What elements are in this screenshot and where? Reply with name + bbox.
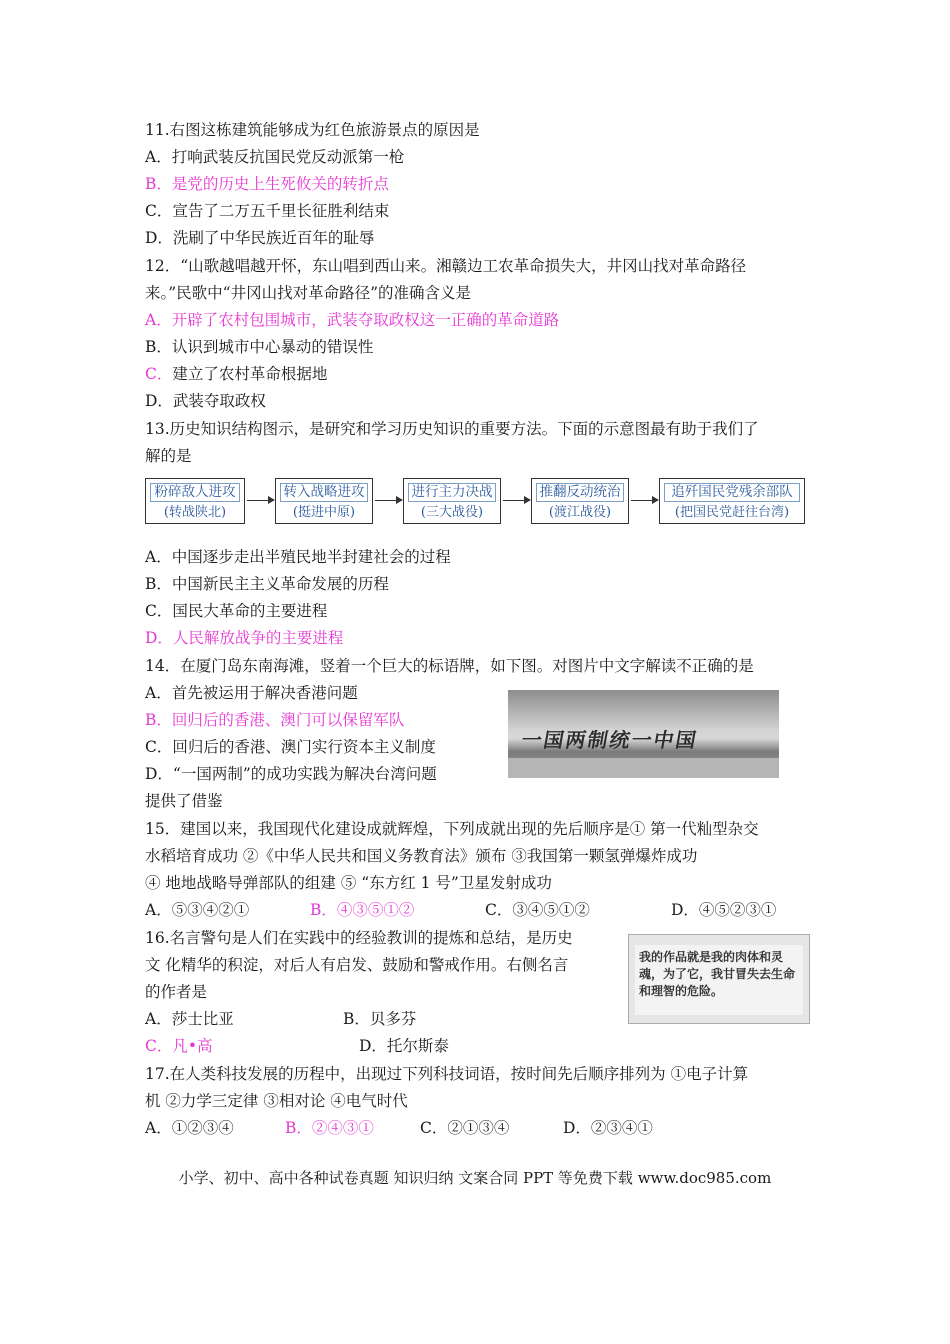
flow-step-1-title: 粉碎敌人进攻	[150, 483, 240, 502]
q16-option-d: D．托尔斯泰	[359, 1037, 449, 1055]
flow-arrow-icon	[375, 500, 401, 501]
q13-stem-line2: 解的是	[145, 447, 192, 465]
flow-step-3-title: 进行主力决战	[408, 483, 496, 502]
q15-option-b-answer: B．④③⑤①②	[310, 901, 415, 919]
q14-option-c: C．回归后的香港、澳门实行资本主义制度	[145, 738, 436, 756]
q14-option-b-answer: B．回归后的香港、澳门可以保留军队	[145, 711, 405, 729]
q11-stem: 11.右图这栋建筑能够成为红色旅游景点的原因是	[145, 121, 480, 139]
q16-stem-line3: 的作者是	[145, 983, 208, 1001]
flow-step-1-sub: (转战陕北)	[163, 505, 227, 520]
q15-stem-line1: 15．建国以来，我国现代化建设成就辉煌，下列成就出现的先后顺序是① 第一代籼型杂交	[145, 820, 759, 838]
q17-stem-line2: 机 ②力学三定律 ③相对论 ④电气时代	[145, 1092, 408, 1110]
q12-stem-line1: 12．“山歌越唱越开怀，东山唱到西山来。湘赣边工农革命损失大，井冈山找对革命路径	[145, 257, 747, 275]
q16-option-c-answer: C．凡•高	[145, 1037, 213, 1055]
flow-step-2	[275, 478, 373, 524]
flow-step-4-title: 推翻反动统治	[536, 483, 624, 502]
q12-option-c	[145, 364, 327, 384]
q12-option-d: D．武装夺取政权	[145, 392, 266, 410]
q16-option-a: A．莎士比亚	[145, 1010, 234, 1028]
q16-options-row2	[145, 1036, 545, 1056]
q12-stem-line2: 来。”民歌中“井冈山找对革命路径”的准确含义是	[145, 284, 472, 302]
q14-option-a: A．首先被运用于解决香港问题	[145, 684, 358, 702]
quote-text: 我的作品就是我的肉体和灵魂，为了它，我甘冒失去生命和理智的危险。	[639, 950, 796, 998]
q12-option-b: B．认识到城市中心暴动的错误性	[145, 338, 374, 356]
flow-arrow-icon	[631, 500, 657, 501]
q16-stem-line1: 16.名言警句是人们在实践中的经验教训的提炼和总结，是历史	[145, 929, 573, 947]
q16-options-row1	[145, 1009, 545, 1029]
q15-stem-line2: 水稻培育成功 ②《中华人民共和国义务教育法》颁布 ③我国第一颗氢弹爆炸成功	[145, 847, 698, 865]
flow-step-3	[403, 478, 501, 524]
flow-step-5-sub: (把国民党赶往台湾)	[674, 505, 790, 520]
q13-option-a: A．中国逐步走出半殖民地半封建社会的过程	[145, 548, 451, 566]
q15-stem-line3: ④ 地地战略导弹部队的组建 ⑤ “东方红 1 号”卫星发射成功	[145, 874, 552, 892]
flow-arrow-icon	[247, 500, 273, 501]
q11-option-c: C．宣告了二万五千里长征胜利结束	[145, 202, 390, 220]
q17-option-a: A．①②③④	[145, 1119, 234, 1137]
q12-option-c-text: 建立了农村革命根据地	[172, 365, 328, 383]
flow-step-4	[531, 478, 629, 524]
q15-option-d: D．④⑤②③①	[671, 901, 777, 919]
q15-option-a: A．⑤③④②①	[145, 901, 250, 919]
q15-options	[145, 900, 805, 920]
quote-image	[628, 934, 810, 1024]
q17-option-c: C．②①③④	[420, 1119, 510, 1137]
q13-option-d-answer: D．人民解放战争的主要进程	[145, 629, 344, 647]
q16-option-b: B．贝多芬	[343, 1010, 417, 1028]
q11-option-a: A．打响武装反抗国民党反动派第一枪	[145, 148, 405, 166]
q14-stem: 14．在厦门岛东南海滩，竖着一个巨大的标语牌，如下图。对图片中文字解读不正确的是	[145, 657, 754, 675]
q13-option-c: C．国民大革命的主要进程	[145, 602, 328, 620]
q13-stem-line1: 13.历史知识结构图示，是研究和学习历史知识的重要方法。下面的示意图最有助于我们了	[145, 420, 759, 438]
flow-step-3-sub: (三大战役)	[420, 505, 484, 520]
page-footer: 小学、初中、高中各种试卷真题 知识归纳 文案合同 PPT 等免费下载 www.doc985.com	[178, 1169, 772, 1187]
q16-stem-line2: 文 化精华的积淀，对后人有启发、鼓励和警戒作用。右侧名言	[145, 956, 569, 974]
q13-option-b: B．中国新民主主义革命发展的历程	[145, 575, 389, 593]
q11-option-b-answer: B．是党的历史上生死攸关的转折点	[145, 175, 389, 193]
q13-flow-diagram	[145, 478, 805, 528]
q17-options	[145, 1118, 705, 1138]
flow-step-1	[145, 478, 245, 524]
q14-option-d-line1: D．“一国两制”的成功实践为解决台湾问题	[145, 765, 437, 783]
photo-slogan-text: 一国两制统一中国	[519, 728, 700, 752]
q17-option-b-answer: B．②④③①	[285, 1119, 374, 1137]
q17-stem-line1: 17.在人类科技发展的历程中，出现过下列科技词语，按时间先后顺序排列为 ①电子计算	[145, 1065, 749, 1083]
flow-step-5	[659, 478, 805, 524]
q12-option-a-answer: A．开辟了农村包围城市，武装夺取政权这一正确的革命道路	[145, 311, 560, 329]
flow-step-4-sub: (渡江战役)	[548, 505, 612, 520]
q14-option-d-line2: 提供了借鉴	[145, 792, 223, 810]
flow-step-2-sub: (挺进中原)	[292, 505, 356, 520]
flow-step-5-title: 追歼国民党残余部队	[664, 483, 800, 502]
q12-option-c-letter: C．	[145, 365, 173, 383]
q11-option-d: D．洗刷了中华民族近百年的耻辱	[145, 229, 375, 247]
flow-step-2-title: 转入战略进攻	[280, 483, 368, 502]
q15-option-c: C．③④⑤①②	[485, 901, 590, 919]
q17-option-d: D．②③④①	[563, 1119, 653, 1137]
slogan-billboard-photo	[508, 690, 779, 778]
flow-arrow-icon	[503, 500, 529, 501]
